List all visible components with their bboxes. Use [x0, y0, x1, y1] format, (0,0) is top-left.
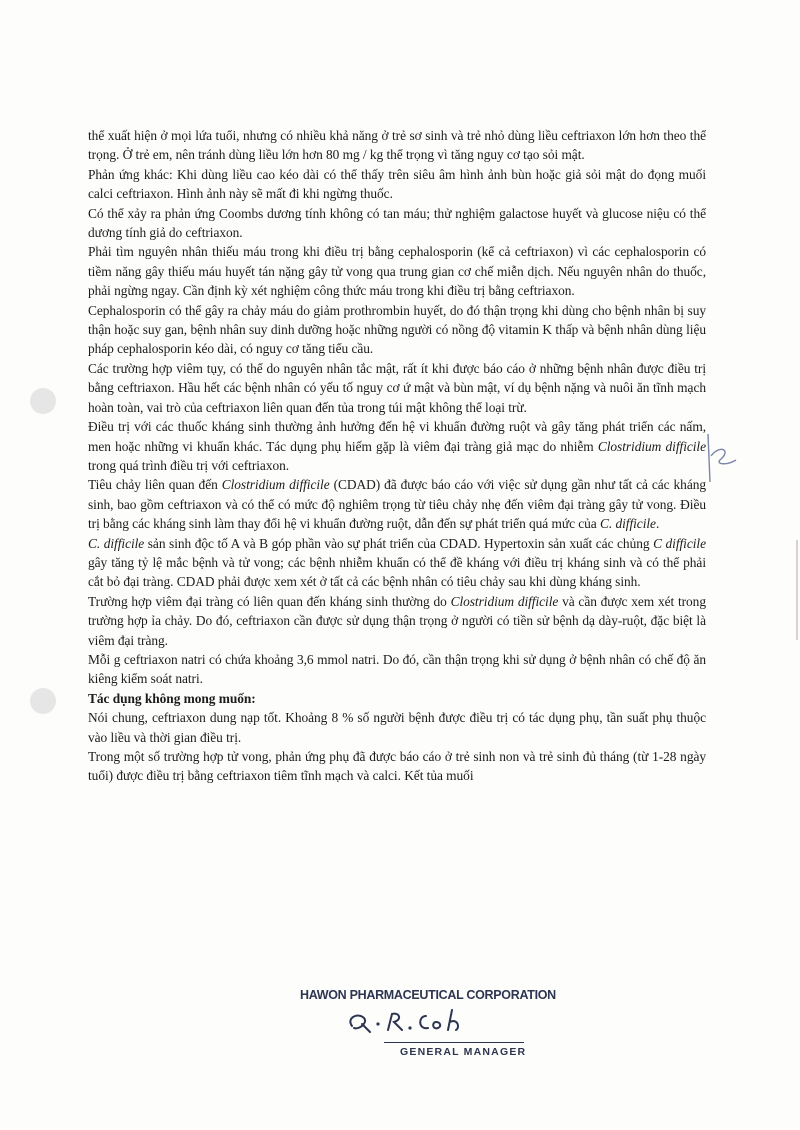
- paragraph-bleeding: Cephalosporin có thể gây ra chảy máu do giảm prothrombin huyết, do đó thận trọng khi dùng cho bệnh nhân bị suy thận hoặc suy gan, bệnh nhân suy dinh dưỡng hoặc những người có nồng độ vitamin K thấp và bệnh nhân dùng liệu pháp cephalosporin kéo dài, có nguy cơ tăng tiểu cầu.: [88, 302, 706, 357]
- paragraph-pancreatitis: Các trường hợp viêm tụy, có thể do nguyên nhân tắc mật, rất ít khi được báo cáo ở những bệnh nhân được điều trị bằng ceftriaxon. Hầu hết các bệnh nhân có yếu tố nguy cơ ứ mật và bùn mật, ví dụ bệnh nặng và nuôi ăn tĩnh mạch hoàn toàn, vai trò của ceftriaxon liên quan đến tủa trong túi mật không thể loại trừ.: [88, 360, 706, 415]
- paragraph-gallstones: thể xuất hiện ở mọi lứa tuổi, nhưng có nhiều khả năng ở trẻ sơ sinh và trẻ nhỏ dùng liều ceftriaxon lớn hơn theo thể trọng. Ở trẻ em, nên tránh dùng liều lớn hơn 80 mg / kg thể trọng vì tăng nguy cơ tạo sỏi mật.: [88, 128, 706, 163]
- organism-name: C. difficile: [88, 535, 145, 551]
- section-heading-adverse-effects: Tác dụng không mong muốn:: [88, 690, 256, 706]
- stamp-company-name: HAWON PHARMACEUTICAL CORPORATION: [300, 988, 556, 1002]
- organism-name: C difficile: [653, 535, 706, 551]
- paragraph-tolerance: Nói chung, ceftriaxon dung nạp tốt. Khoảng 8 % số người bệnh được điều trị có tác dụng phụ, tần suất phụ thuộc vào liều và thời gian điều trị.: [88, 710, 706, 745]
- organism-name: Clostridium difficile: [221, 477, 330, 493]
- company-stamp: [300, 988, 556, 1068]
- paragraph-anemia: Phải tìm nguyên nhân thiếu máu trong khi điều trị bằng cephalosporin (kể cả ceftriaxon) vì các cephalosporin có tiềm năng gây thiếu máu huyết tán nặng gây tử vong qua trung gian cơ chế miễn dịch. Nếu nguyên nhân do thuốc, phải ngừng ngay. Cần định kỳ xét nghiệm công thức máu trong khi điều trị bằng ceftriaxon.: [88, 244, 706, 299]
- signature-line: [384, 1042, 524, 1043]
- punch-hole-bottom: [30, 688, 56, 714]
- paragraph-neonates: Trong một số trường hợp tử vong, phản ứng phụ đã được báo cáo ở trẻ sinh non và trẻ sinh đủ tháng (từ 1-28 ngày tuổi) được điều trị bằng ceftriaxon tiêm tĩnh mạch và calci. Kết tủa muối: [88, 749, 706, 784]
- paragraph-sodium: Mỗi g ceftriaxon natri có chứa khoảng 3,6 mmol natri. Do đó, cần thận trọng khi sử dụng ở bệnh nhân có chế độ ăn kiêng kiểm soát natri.: [88, 651, 706, 687]
- organism-name: Clostridium difficile: [597, 438, 706, 454]
- document-body: [88, 126, 706, 786]
- paragraph-gut-flora: Điều trị với các thuốc kháng sinh thường ảnh hưởng đến hệ vi khuẩn đường ruột và gây tăng phát triển các nấm, men hoặc những vi khuẩn khác. Tác dụng phụ hiếm gặp là viêm đại tràng giả mạc do nhiễm Clostridium difficile trong quá trình điều trị với ceftriaxon.: [88, 419, 706, 473]
- handwritten-initial: [702, 430, 742, 490]
- paragraph-colitis: Trường hợp viêm đại tràng có liên quan đến kháng sinh thường do Clostridium difficile và cần được xem xét trong trường hợp ỉa chảy. Do đó, ceftriaxon cần được sử dụng thận trọng ở người có tiền sử bệnh dạ dày-ruột, đặc biệt là viêm đại tràng.: [88, 593, 706, 648]
- organism-name: Clostridium difficile: [450, 593, 559, 609]
- scan-edge-marks: [10, 14, 50, 34]
- paragraph-other-reactions: Phản ứng khác: Khi dùng liều cao kéo dài có thể thấy trên siêu âm hình ảnh bùn hoặc giả sỏi mật do đọng muối calci ceftriaxon. Hình ảnh này sẽ mất đi khi ngừng thuốc.: [88, 166, 706, 202]
- paragraph-hypertoxin: C. difficile sản sinh độc tố A và B góp phần vào sự phát triển của CDAD. Hypertoxin sản xuất các chủng C difficile gây tăng tỷ lệ mắc bệnh và tử vong; các bệnh nhiễm khuẩn có thể đề kháng với điều trị kháng sinh và có thể phải cắt bỏ đại tràng. CDAD phải được xem xét ở tất cả các bệnh nhân có tiêu chảy sau khi dùng kháng sinh.: [88, 535, 706, 590]
- paragraph-coombs: Có thể xảy ra phản ứng Coombs dương tính không có tan máu; thử nghiệm galactose huyết và glucose niệu có thể dương tính giả do ceftriaxon.: [88, 205, 706, 241]
- organism-name: C. difficile: [600, 516, 656, 532]
- punch-hole-top: [30, 388, 56, 414]
- signature: [340, 1004, 500, 1038]
- margin-mark: [786, 540, 798, 640]
- stamp-title: GENERAL MANAGER: [400, 1046, 527, 1058]
- paragraph-cdad: Tiêu chảy liên quan đến Clostridium difficile (CDAD) đã được báo cáo với việc sử dụng gần như tất cả các kháng sinh, bao gồm ceftriaxon và có thể có mức độ nghiêm trọng từ tiêu chảy nhẹ đến viêm đại tràng gây tử vong. Điều trị bằng các kháng sinh làm thay đổi hệ vi khuẩn đường ruột, dẫn đến sự phát triển quá mức của C. difficile.: [88, 477, 707, 532]
